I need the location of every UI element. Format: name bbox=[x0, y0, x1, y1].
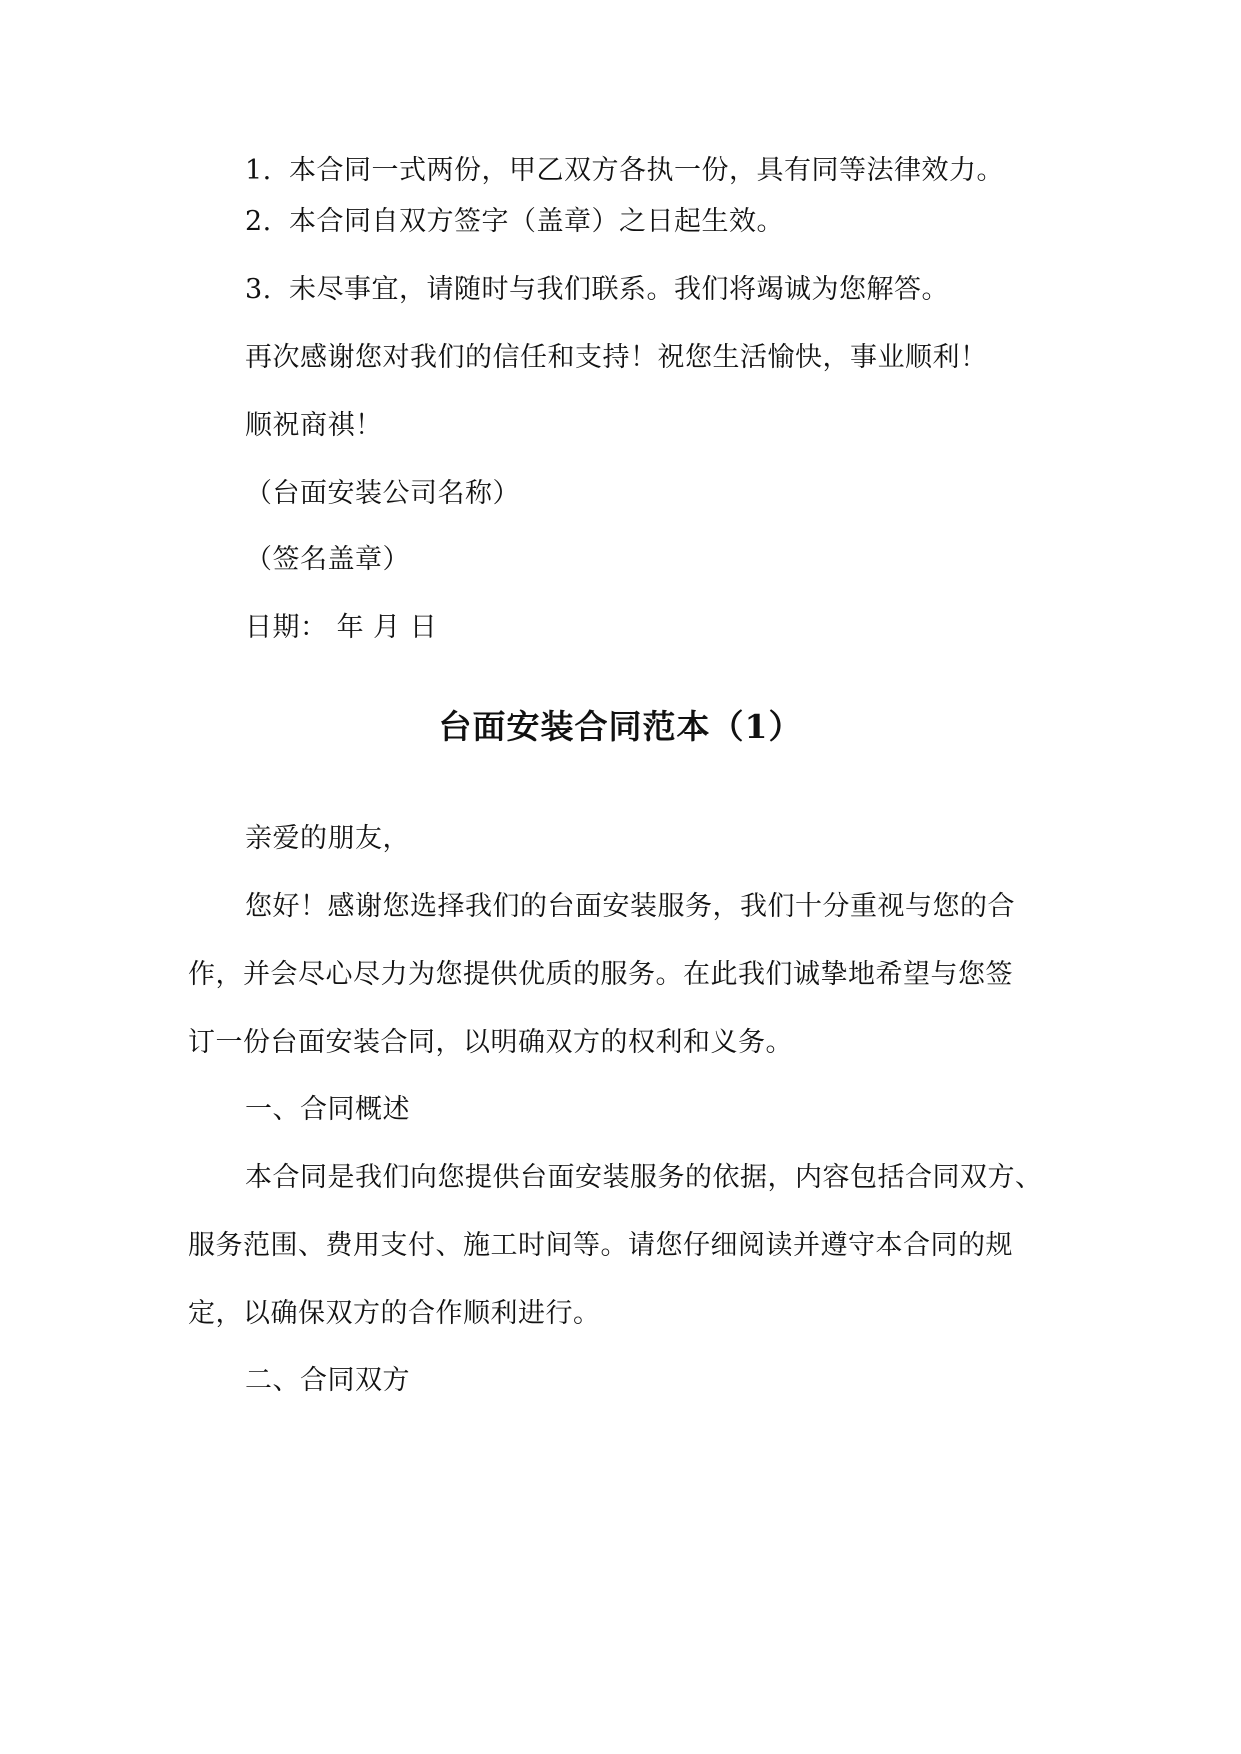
overview-paragraph-line: 本合同是我们向您提供台面安装服务的依据，内容包括合同双方、 bbox=[245, 1162, 1043, 1193]
signature-placeholder: （签名盖章） bbox=[245, 544, 410, 575]
closing-thanks: 再次感谢您对我们的信任和支持！祝您生活愉快，事业顺利！ bbox=[245, 342, 988, 373]
clause-2 bbox=[245, 205, 784, 239]
section-heading-parties: 二、合同双方 bbox=[245, 1365, 410, 1396]
section-heading-overview: 一、合同概述 bbox=[245, 1094, 410, 1125]
clause-number: 2. bbox=[245, 206, 272, 237]
clause-3 bbox=[245, 273, 949, 307]
clause-text: 本合同一式两份，甲乙双方各执一份，具有同等法律效力。 bbox=[289, 155, 1004, 186]
overview-paragraph-line: 服务范围、费用支付、施工时间等。请您仔细阅读并遵守本合同的规 bbox=[188, 1230, 1013, 1261]
intro-paragraph-line: 您好！感谢您选择我们的台面安装服务，我们十分重视与您的合 bbox=[245, 891, 1015, 922]
intro-paragraph-line: 订一份台面安装合同，以明确双方的权利和义务。 bbox=[188, 1027, 793, 1058]
company-name-placeholder: （台面安装公司名称） bbox=[245, 478, 520, 509]
clause-text: 本合同自双方签字（盖章）之日起生效。 bbox=[289, 206, 784, 237]
greeting: 亲爱的朋友， bbox=[245, 823, 410, 854]
clause-1 bbox=[245, 154, 1004, 188]
clause-text: 未尽事宜，请随时与我们联系。我们将竭诚为您解答。 bbox=[289, 274, 949, 305]
document-title: 台面安装合同范本（1） bbox=[438, 707, 803, 746]
closing-regards: 顺祝商祺！ bbox=[245, 410, 383, 441]
intro-paragraph-line: 作，并会尽心尽力为您提供优质的服务。在此我们诚挚地希望与您签 bbox=[188, 959, 1013, 990]
clause-number: 3. bbox=[245, 274, 272, 305]
date-line: 日期： 年 月 日 bbox=[245, 612, 438, 643]
clause-number: 1. bbox=[245, 155, 272, 186]
overview-paragraph-line: 定，以确保双方的合作顺利进行。 bbox=[188, 1298, 601, 1329]
